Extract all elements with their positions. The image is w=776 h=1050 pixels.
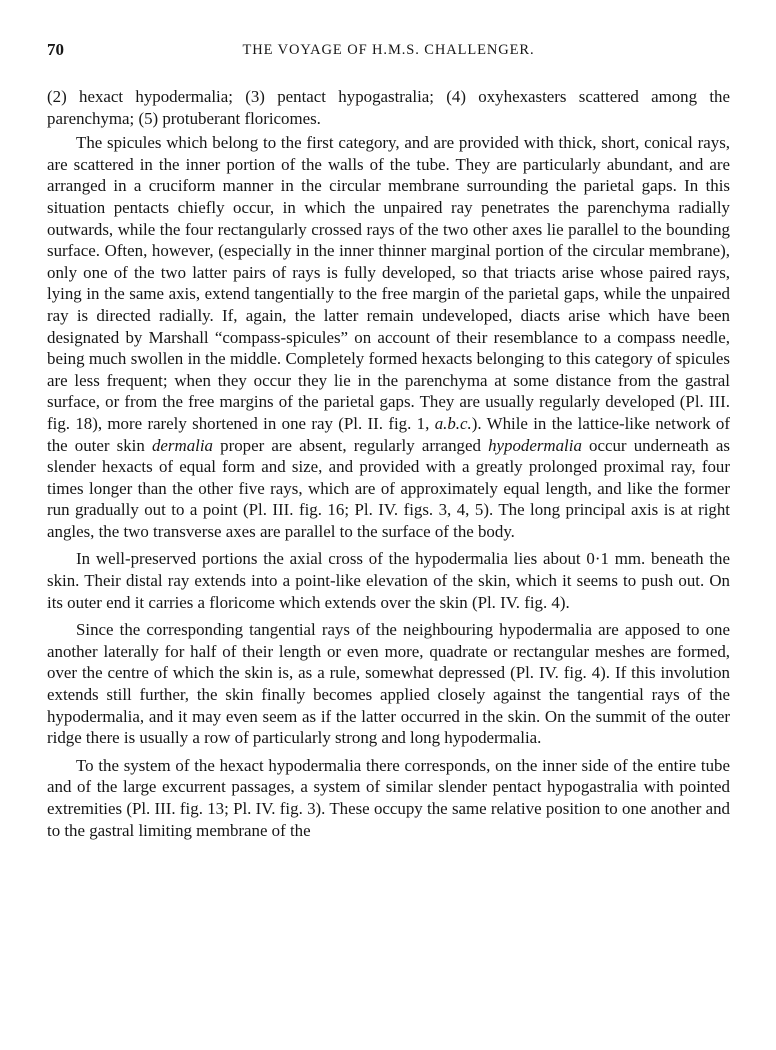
- paragraph-2-text-c: proper are absent, regularly arranged: [212, 435, 489, 455]
- paragraph-2: [47, 132, 730, 542]
- body-text: [47, 86, 730, 841]
- paragraph-3-text: In well-preserved portions the axial cross of the hypodermalia lies about 0·1 mm. beneath the skin. Their distal ray extends into a point-like elevation of the skin, which it seems to push out. On its outer end it carries a floricome which extends over the skin (Pl. IV. fig. 4).: [47, 549, 730, 612]
- paragraph-4: [47, 619, 730, 749]
- paragraph-3: [47, 548, 730, 613]
- paragraph-4-text: Since the corresponding tangential rays of the neighbouring hypodermalia are apposed to one another laterally for half of their length or even more, quadrate or rectangular meshes are formed, over the centre of which the skin is, as a rule, somewhat depressed (Pl. IV. fig. 4). If this involution extends still further, the skin finally becomes applied closely against the tangential rays of the hypodermalia, and it may even seem as if the latter occurred in the skin. On the summit of the outer ridge there is usually a row of particularly strong and long hypodermalia.: [47, 620, 730, 748]
- paragraph-1-text: (2) hexact hypodermalia; (3) pentact hypogastralia; (4) oxyhexasters scattered among the parenchyma; (5) protuberant floricomes.: [47, 87, 730, 128]
- italic-term-abc: a.b.c.: [434, 413, 472, 433]
- page-number: 70: [47, 40, 64, 59]
- paragraph-1: [47, 86, 730, 129]
- paragraph-5-text: To the system of the hexact hypodermalia there corresponds, on the inner side of the entire tube and of the large excurrent passages, a system of similar slender pentact hypogastralia with pointed extremities (Pl. III. fig. 13; Pl. IV. fig. 3). These occupy the same relative position to one another and to the gastral limiting membrane of the: [47, 755, 730, 840]
- paragraph-2-text-d: occur underneath as slender hexacts of equal form and size, and provided with a greatly prolonged proximal ray, four times longer than the other five rays, which are of approximately equal length, and like the former run gradually out to a point (Pl. III. fig. 16; Pl. IV. figs. 3, 4, 5). The long principal axis is at right angles, the two transverse axes are parallel to the surface of the body.: [47, 435, 730, 541]
- page-header: [47, 40, 730, 66]
- italic-term-dermalia: dermalia: [151, 435, 213, 455]
- document-page: [47, 40, 730, 844]
- paragraph-2-text-b: ). While in the lattice-like network of the outer skin: [47, 413, 730, 455]
- running-title: THE VOYAGE OF H.M.S. CHALLENGER.: [242, 42, 535, 58]
- paragraph-5: [47, 755, 730, 841]
- italic-term-hypodermalia: hypodermalia: [488, 435, 582, 455]
- paragraph-2-text: The spicules which belong to the first category, and are provided with thick, short, conical rays, are scattered in the inner portion of the walls of the tube. They are particularly abundant, and are arranged in a cruciform manner in the circular membrane surrounding the parietal gaps. In this situation pentacts chiefly occur, in which the unpaired ray penetrates the parenchyma radially outwards, while the four rectangularly crossed rays of the two other axes lie parallel to the bounding surface. Often, however, (especially in the inner thinner marginal portion of the circular membrane), only one of the two latter pairs of rays is fully developed, so that triacts arise whose paired rays, lying in the same axis, extend tangentially to the free margin of the parietal gaps, while the unpaired ray is directed radially. If, again, the latter remain undeveloped, diacts arise which have been designated by Marshall “compass-spicules” on account of their resemblance to a compass needle, being much swollen in the middle. Completely formed hexacts belonging to this category of spicules are less frequent; when they occur they lie in the parenchyma at some distance from the gastral surface, or from the free margins of the parietal gaps. They are usually regularly developed (Pl. III. fig. 18), more rarely shortened in one ray (Pl. II. fig. 1,: [47, 133, 730, 433]
